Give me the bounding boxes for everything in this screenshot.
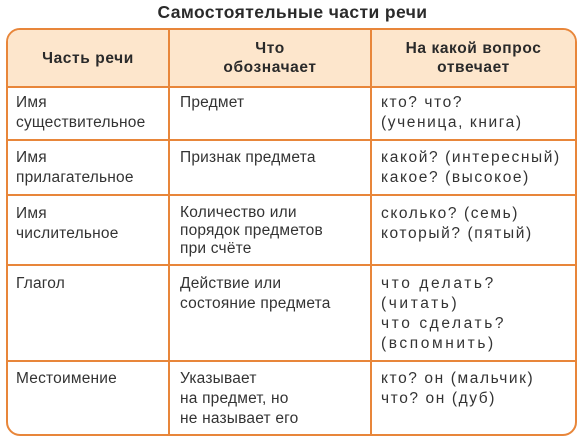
table-row-2-part: Имя прилагательное xyxy=(16,149,134,186)
table-row-5-meaning: Указывает на предмет, но не называет его xyxy=(180,370,299,427)
row-divider xyxy=(8,139,575,141)
table-row-5-part: Местоимение xyxy=(16,370,117,387)
column-divider xyxy=(370,30,372,434)
table-row-5-question: кто? он (мальчик) что? он (дуб) xyxy=(381,370,535,407)
table-title: Самостоятельные части речи xyxy=(157,2,428,22)
table-row-4-question: что делать? (читать) что сделать? (вспомнить) xyxy=(381,275,507,352)
table-row-4-part: Глагол xyxy=(16,275,66,292)
table-row-3-question: сколько? (семь) который? (пятый) xyxy=(381,205,533,242)
table-row-3-meaning: Количество или порядок предметов при счёте xyxy=(180,204,323,257)
table-row-3-part: Имя числительное xyxy=(16,205,119,242)
row-divider xyxy=(8,360,575,362)
table-row-1-question: кто? что? (ученица, книга) xyxy=(381,94,523,131)
header-question: На какой вопрос отвечает xyxy=(405,40,542,76)
table-header xyxy=(8,30,575,88)
row-divider xyxy=(8,194,575,196)
table-row-2-question: какой? (интересный) какое? (высокое) xyxy=(381,149,561,186)
header-meaning: Что обозначает xyxy=(223,40,317,76)
table-row-2-meaning: Признак предмета xyxy=(180,149,316,166)
parts-of-speech-table xyxy=(6,28,577,436)
table-row-1-part: Имя существительное xyxy=(16,94,146,131)
table-row-1-meaning: Предмет xyxy=(180,94,245,111)
header-part-of-speech: Часть речи xyxy=(42,49,134,67)
column-divider xyxy=(168,30,170,434)
table-row-4-meaning: Действие или состояние предмета xyxy=(180,275,331,312)
row-divider xyxy=(8,264,575,266)
